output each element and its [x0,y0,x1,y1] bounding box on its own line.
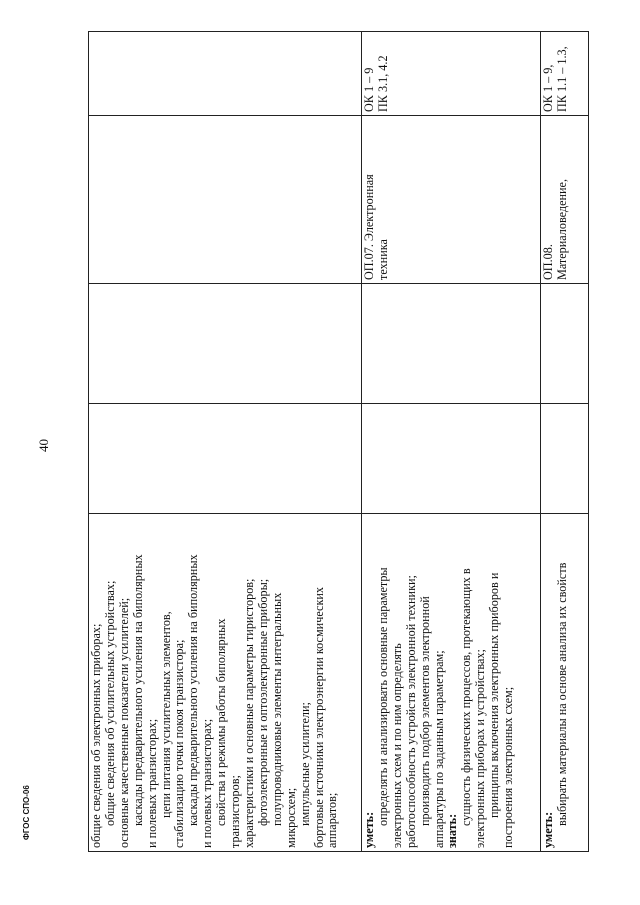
knowledge-cell [89,514,362,852]
text-line: транзисторов; [228,775,243,848]
empty-cell [362,404,541,514]
discipline-cell [362,116,541,284]
competency-code: ОК 1 – 9 [362,67,376,112]
competency-code: ПК 3.1, 4.2 [375,55,390,112]
curriculum-table [88,31,589,852]
skills-cell [541,514,589,852]
text-line: аппаратуры по заданным параметрам; [431,650,446,848]
text-line: работоспособность устройств электронной техники; [403,575,418,848]
text-line: свойства и режимы работы биполярных [214,618,229,826]
discipline-name: ОП.08. [541,244,555,280]
empty-cell [89,284,362,404]
empty-cell [362,284,541,404]
umet-label: уметь: [541,811,555,848]
empty-cell [89,404,362,514]
text-line: микросхем; [283,787,298,848]
discipline-cell [541,116,589,284]
text-line: каскады предварительного усиления на биполярных [130,554,145,826]
text-line: стабилизацию точки покоя транзистора; [172,639,187,848]
text-line: принципы включения электронных приборов и [487,572,502,818]
text-line: электронных схем и по ним определять [389,643,404,848]
competencies-cell [541,32,589,116]
text-line: общие сведения об электронных приборах; [89,623,103,848]
empty-cell [541,404,589,514]
skills-cell [362,514,541,852]
text-line: и полевых транзисторах; [200,718,215,848]
page-number: 40 [36,439,51,452]
footer-code: ФГОС СПО-06 [22,785,31,840]
table-row [89,32,362,852]
competencies-cell [362,32,541,116]
znat-label: знать: [445,813,460,848]
text-line: построения электронных схем; [501,686,516,848]
text-line: производить подбор элементов электронной [417,596,432,826]
text-line: характеристики и основные параметры тиристоров; [241,578,256,848]
umet-label: уметь: [362,811,376,848]
text-line: выбирать материалы на основе анализа их свойств [554,562,569,826]
text-line: сущность физических процессов, протекающих в [459,568,474,826]
competency-code: ПК 1.1 – 1.3, [554,46,569,112]
empty-cell [89,32,362,116]
text-line: определять и анализировать основные параметры [375,567,390,826]
discipline-name: ОП.07. Электронная [362,174,376,280]
table-row [541,32,589,852]
empty-cell [89,116,362,284]
text-line: бортовые источники электроэнергии космических [311,587,326,848]
text-line: цепи питания усилительных элементов, [158,611,173,818]
text-line: каскады предварительного усиления на биполярных [186,554,201,826]
text-line: фотоэлектронные и оптоэлектронные приборы; [255,578,270,826]
competency-code: ОК 1 – 9, [541,64,555,112]
text-line: основные качественные показатели усилителей; [116,597,131,848]
rotated-table-wrapper [88,32,588,852]
text-line: импульсные усилители; [297,702,312,826]
text-line: полупроводниковые элементы интегральных [269,592,284,826]
text-line: электронных приборах и устройствах; [473,649,488,848]
empty-cell [541,284,589,404]
table-row [362,32,541,852]
text-line: общие сведения об усилительных устройствах; [102,580,117,826]
discipline-name: Материаловедение, [554,178,569,280]
discipline-name: техника [375,239,390,280]
text-line: и полевых транзисторах; [144,718,159,848]
text-line: аппаратов; [325,792,340,848]
